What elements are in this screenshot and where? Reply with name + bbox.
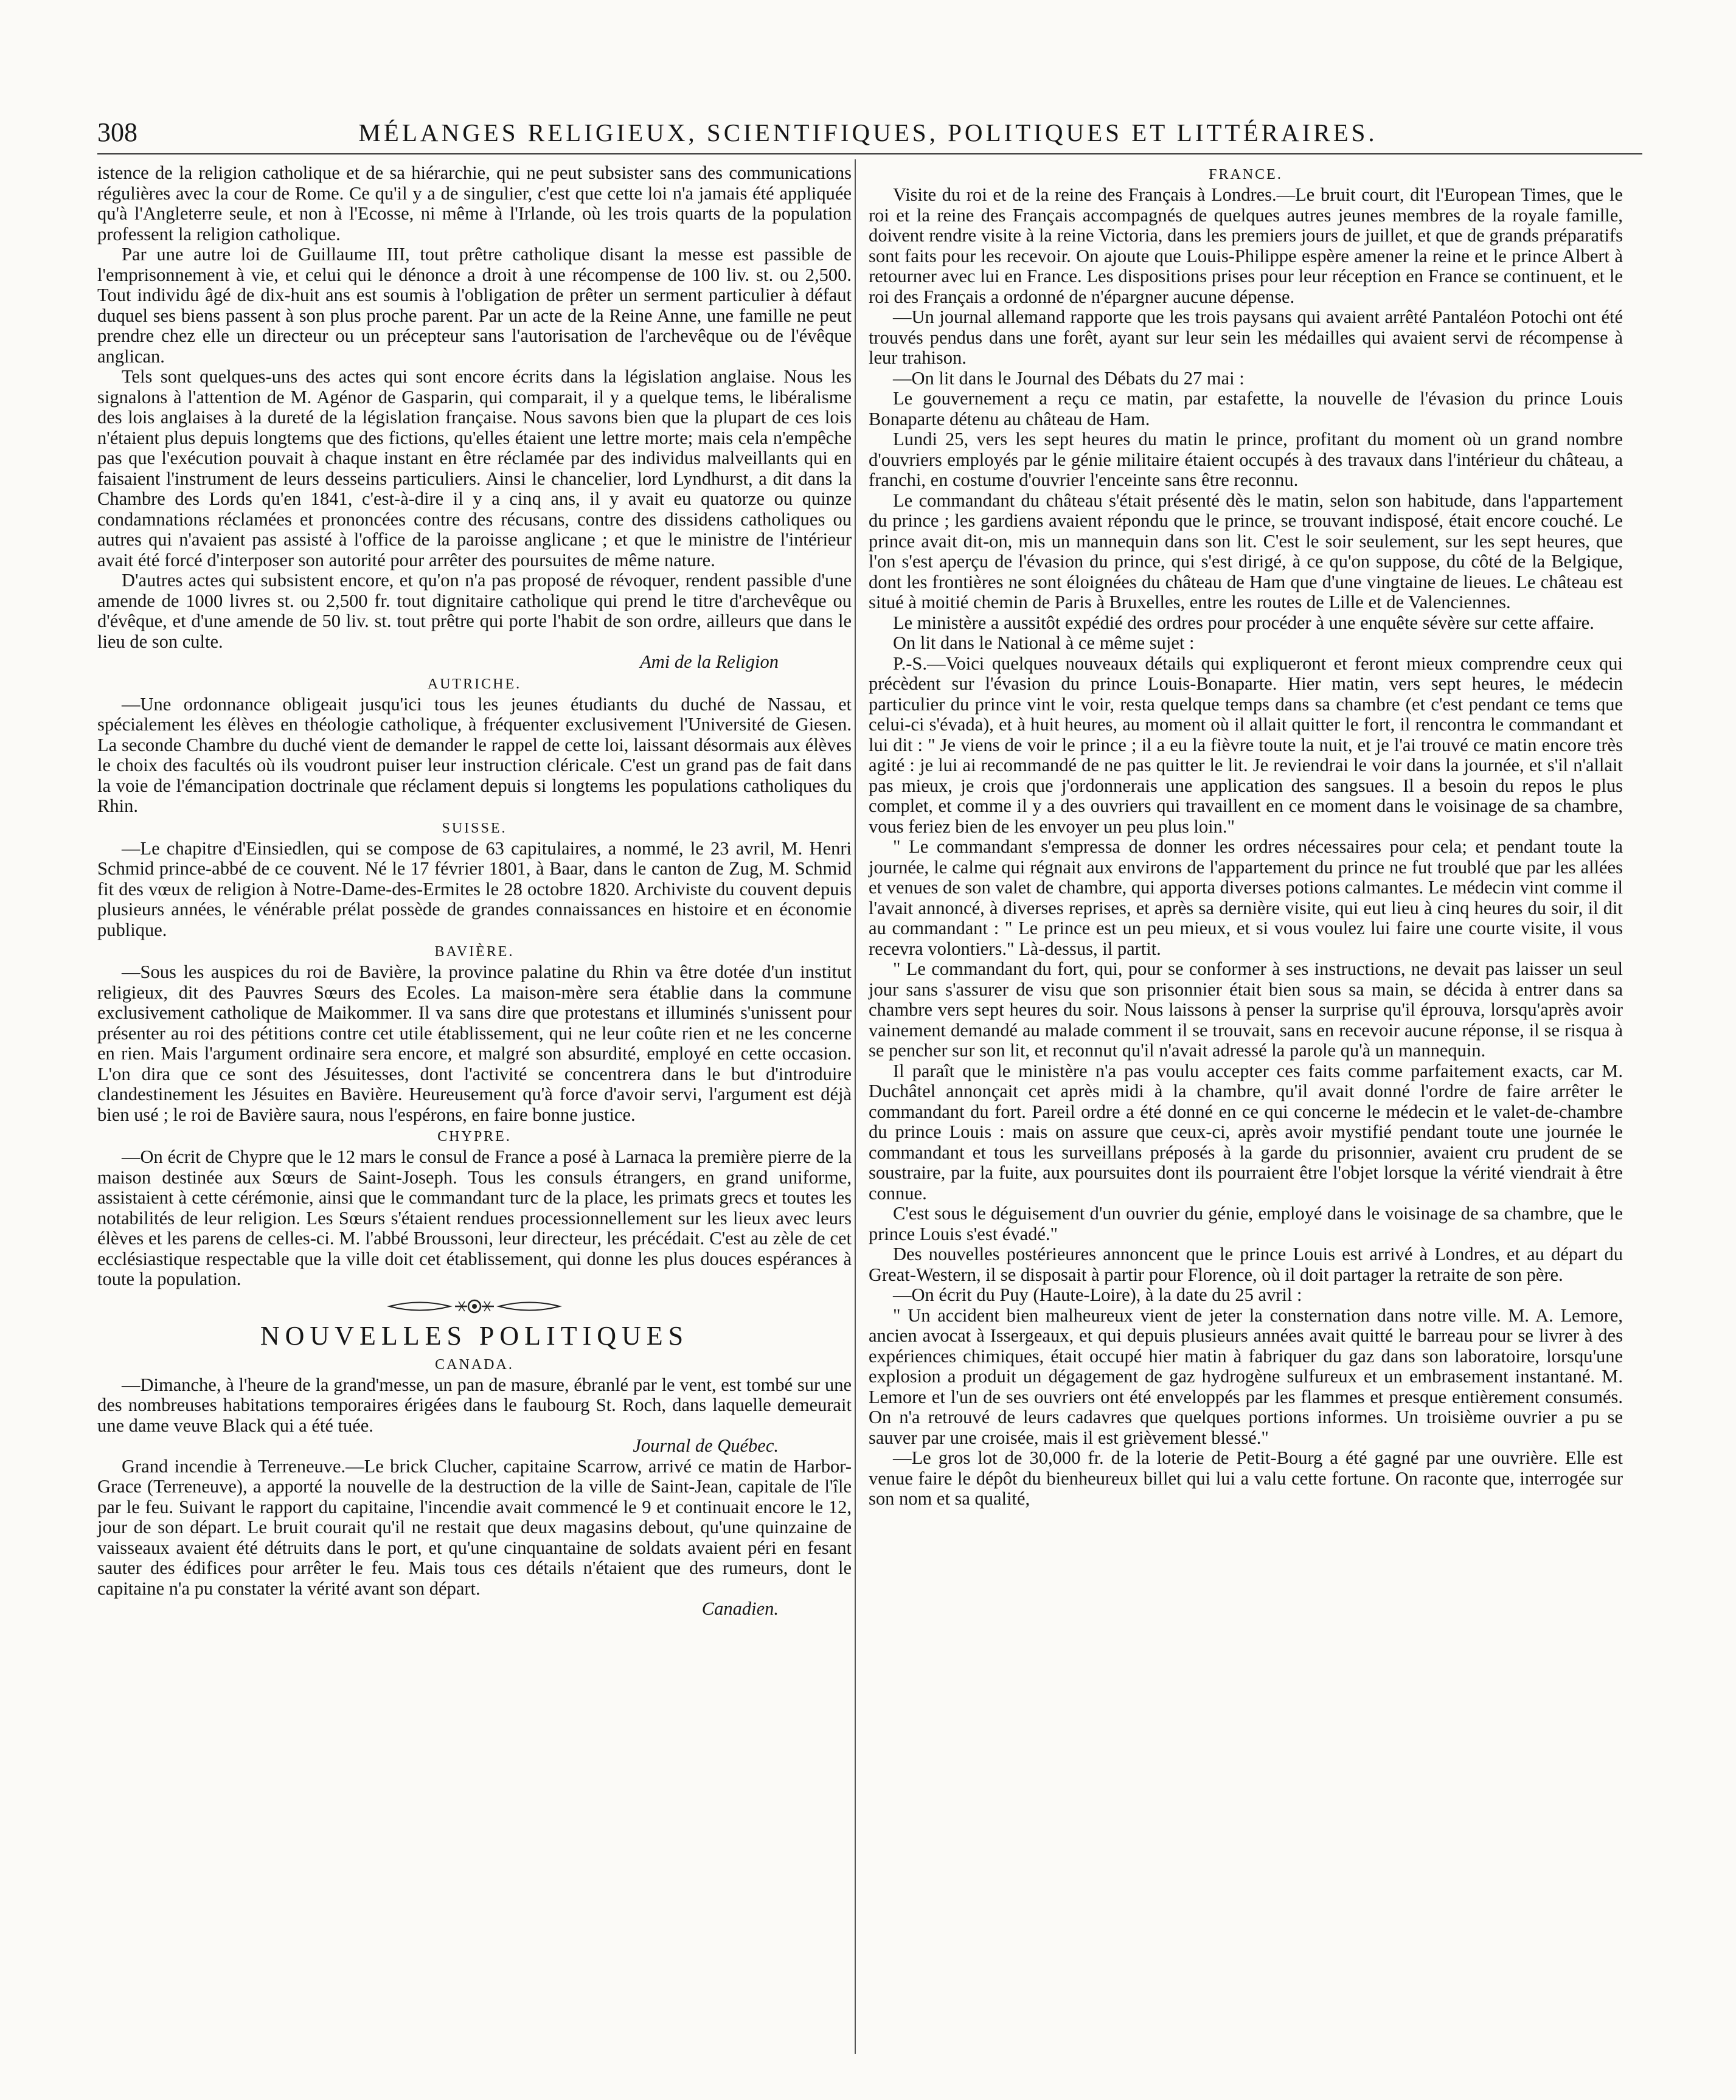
paragraph: Il paraît que le ministère n'a pas voulu accepter ces faits comme parfaitement exacts, car M. Duchâtel annonçait cet après midi à la chambre, qu'il avait donné l'ordre de faire arrêter le commandant du fort. Pareil ordre a été donné en ce qui concerne le médecin et le valet-de-chambre du prince Louis : mais on assure que ceux-ci, après avoir mystifié pendant toute une journée le commandant et tous les surveillans préposés à la garde du prisonnier, avaient cru prudent de se soustraire, par la fuite, aux poursuites dont ils pourraient être l'objet lorsque la vérité viendrait à être connue. — [869, 1060, 1623, 1204]
paragraph: Le gouvernement a reçu ce matin, par estafette, la nouvelle de l'évasion du prince Louis Bonaparte détenu au château de Ham. — [869, 388, 1623, 429]
paragraph: On lit dans le National à ce même sujet : — [893, 632, 1195, 653]
paragraph: —On lit dans le Journal des Débats du 27 mai : — [893, 367, 1245, 389]
section-heading-baviere: BAVIÈRE. — [434, 944, 515, 960]
paragraph: Par une autre loi de Guillaume III, tout prêtre catholique disant la messe est passible de l'emprisonnement à vie, et celui qui le dénonce a droit à une récompense de 100 liv. st. ou 2,500. Tout individu âgé de dix-huit ans est soumis à l'obligation de prêter un serment particulier à défaut duquel ses biens passent à son plus proche parent. Par un acte de la Reine Anne, une famille ne peut prendre chez elle un directeur ou un précepteur sans l'autorisation de l'archevêque ou de l'évêque anglican. — [97, 244, 852, 367]
ornament-icon — [383, 1296, 566, 1317]
paragraph: Le ministère a aussitôt expédié des ordres pour procéder à une enquête sévère sur cette affaire. — [893, 612, 1594, 633]
source-attribution: Journal de Québec. — [633, 1435, 779, 1456]
paragraph: —Le gros lot de 30,000 fr. de la loterie de Petit-Bourg a été gagné par une ouvrière. Elle est venue faire le dépôt du bienheureux billet qui lui a valu cette fortune. On raconte que, interrogée sur son nom et sa qualité, — [869, 1447, 1623, 1509]
paragraph: " Un accident bien malheureux vient de jeter la consternation dans notre ville. M. A. Lemore, ancien avocat à Issergeaux, et qui depuis plusieurs années avait quitté le barreau pour se livrer à des expériences chimiques, était occupé hier matin à fabriquer du gaz dans son laboratoire, lorsqu'une explosion a produit un dégagement de gaz hydrogène sulfureux et un embrasement instantané. M. Lemore et l'un de ses ouvriers ont été enveloppés par les flammes et presque entièrement consumés. On n'a retrouvé de leurs cadavres que quelques portions informes. Un troisième ouvrier a pu se sauver par une croisée, mais il est grièvement blessé." — [869, 1305, 1623, 1448]
running-header — [91, 114, 1645, 151]
section-heading-chypre: CHYPRE. — [437, 1129, 512, 1145]
section-heading-france: FRANCE. — [1209, 167, 1283, 182]
header-rule — [97, 153, 1642, 154]
source-attribution: Canadien. — [701, 1598, 779, 1619]
ornament-divider — [97, 1296, 852, 1318]
section-heading-canada: CANADA. — [435, 1356, 514, 1373]
column-divider — [855, 159, 856, 2054]
paragraph: " Le commandant s'empressa de donner les ordres nécessaires pour cela; et pendant toute la journée, le calme qui régnait aux environs de l'appartement du prince ne fut troublé que par les allées et venues de son valet de chambre, qui apporta diverses potions calmantes. Le médecin vint comme il l'avait annoncé, à diverses reprises, et après sa dernière visite, qui eut lieu à cinq heures du soir, il dit au commandant : " Le prince est un peu mieux, et si vous voulez lui faire une courte visite, il vous recevra volontiers." Là-dessus, il partit. — [869, 836, 1623, 959]
source-attribution: Ami de la Religion — [640, 651, 779, 672]
paragraph: —Sous les auspices du roi de Bavière, la province palatine du Rhin va être dotée d'un institut religieux, dit des Pauvres Sœurs des Ecoles. La maison-mère sera établie dans la commune exclusivement catholique de Maikommer. Il va sans dire que protestans et illuminés s'unissent pour présenter au roi des pétitions contre cet utile établissement, qui ne leur coûte rien et ne les concerne en rien. Mais l'argument ordinaire sera encore, et malgré son absurdité, employé en cette occasion. L'on dira que ce sont des Jésuitesses, dont l'activité se concentrera dans le but d'introduire clandestinement les Jésuites en Bavière. Heureusement qu'à force d'avoir servi, l'argument est déjà bien usé ; le roi de Bavière saura, nous l'espérons, en faire bonne justice. — [97, 962, 852, 1125]
section-title-nouvelles-politiques: NOUVELLES POLITIQUES — [260, 1320, 689, 1351]
right-column — [869, 163, 1623, 1509]
paragraph: Le commandant du château s'était présenté dès le matin, selon son habitude, dans l'appartement du prince ; les gardiens avaient répondu que le prince, se trouvant indisposé, était encore couché. Le prince avait dit-on, mis un mannequin dans son lit. C'est le soir seulement, sur les sept heures, que l'on s'est aperçu de l'évasion du prince, qui s'est dirigé, à ce qu'on suppose, du côté de la Belgique, dont les frontières ne sont éloignées du château de Ham que d'une vingtaine de lieues. Le château est situé à moitié chemin de Paris à Bruxelles, entre les routes de Lille et de Valenciennes. — [869, 490, 1623, 612]
paragraph: —On écrit du Puy (Haute-Loire), à la date du 25 avril : — [893, 1284, 1302, 1305]
paragraph: istence de la religion catholique et de sa hiérarchie, qui ne peut subsister sans des communications régulières avec la cour de Rome. Ce qu'il y a de singulier, c'est que cette loi n'a jamais été appliquée qu'à l'Angleterre seule, et non à l'Ecosse, ni même à l'Irlande, où les trois quarts de la population professent la religion catholique. — [97, 162, 852, 244]
paragraph: Lundi 25, vers les sept heures du matin le prince, profitant du moment où un grand nombre d'ouvriers employés par le génie militaire étaient occupés à des travaux dans l'intérieur du château, a franchi, en costume d'ouvrier l'enceinte sans être reconnu. — [869, 429, 1623, 490]
paragraph: —On écrit de Chypre que le 12 mars le consul de France a posé à Larnaca la première pierre de la maison destinée aux Sœurs de Saint-Joseph. Tous les consuls étrangers, en grand uniforme, assistaient à cette cérémonie, ainsi que le commandant turc de la place, les primats grecs et toutes les notabilités de leur religion. Les Sœurs s'étaient rendues processionnellement sur les lieux avec leurs élèves et les parens de celles-ci. M. l'abbé Broussoni, leur directeur, les précédait. C'est au zèle de cet ecclésiastique respectable que la ville doit cet établissement, qui donne les plus douces espérances à toute la population. — [97, 1146, 852, 1289]
paragraph: Visite du roi et de la reine des Français à Londres.—Le bruit court, dit l'European Times, que le roi et la reine des Français accompagnés de quelques autres jeunes membres de la royale famille, doivent rendre visite à la reine Victoria, dans les premiers jours de juillet, et que de grands préparatifs sont faits pour les recevoir. On ajoute que Louis-Philippe espère amener la reine et le prince Albert à retourner avec lui en France. Les dispositions prises pour leur réception en France se continuent, et le roi des Français a ordonné de n'épargner aucune dépense. — [869, 184, 1623, 307]
paragraph: P.-S.—Voici quelques nouveaux détails qui expliqueront et feront mieux comprendre ceux qui précèdent sur l'évasion du prince Louis-Bonaparte. Hier matin, vers sept heures, le médecin particulier du prince vint le voir, resta quelque temps dans sa chambre (et c'est pendant ce tems que celui-ci s'évada), et à huit heures, au moment où il allait quitter le fort, il rencontra le commandant et lui dit : " Je viens de voir le prince ; il a eu la fièvre toute la nuit, et je l'ai trouvé ce matin encore très agité : je lui ai recommandé de ne pas quitter le lit. Je reviendrai le voir dans la journée, et s'il n'allait pas mieux, je crois que j'ordonnerais une application des sangsues. Il a besoin du repos le plus complet, et comme il y a des ouvriers qui travaillent en ce moment dans le voisinage de sa chambre, vous feriez bien de les envoyer un peu plus loin." — [869, 653, 1623, 837]
paragraph: —Une ordonnance obligeait jusqu'ici tous les jeunes étudiants du duché de Nassau, et spécialement les élèves en théologie catholique, à fréquenter exclusivement l'Université de Giesen. La seconde Chambre du duché vient de demander le rappel de cette loi, laissant désormais aux élèves le choix des facultés où ils voudront puiser leur instruction cléricale. C'est un grand pas de fait dans la voie de l'émancipation doctrinale que réclament depuis si longtems les populations catholiques du Rhin. — [97, 693, 852, 816]
paragraph: D'autres actes qui subsistent encore, et qu'on n'a pas proposé de révoquer, rendent passible d'une amende de 1000 livres st. ou 2,500 fr. tout dignitaire catholique qui prend le titre d'archevêque ou d'évêque, et d'une amende de 50 liv. st. tout prêtre qui porte l'habit de son ordre, ailleurs que dans le lieu de son culte. — [97, 570, 852, 652]
section-heading-autriche: AUTRICHE. — [427, 676, 522, 692]
paragraph: Tels sont quelques-uns des actes qui sont encore écrits dans la législation anglaise. Nous les signalons à l'attention de M. Agénor de Gasparin, qui comparait, il y a quelque tems, le libéralisme des lois anglaises à la dureté de la législation française. Nous savons bien que la plupart de ces lois n'étaient plus depuis longtems que des fictions, qu'elles étaient une lettre morte; mais cela n'empêche pas que l'exécution pouvait à chaque instant en être réclamée par des individus malveillants qui en faisaient l'instrument de leurs desseins particuliers. Ainsi le chancelier, lord Lyndhurst, a dit dans la Chambre des Lords qu'en 1841, c'est-à-dire il y a cinq ans, il y avait eu quatorze ou quinze condamnations réclamées et prononcées contre des récusans, contre des dissidens catholiques ou autres qui n'avaient pas assisté à l'office de la paroisse anglicane ; et que le ministre de l'intérieur avait été forcé d'interposer son autorité pour arrêter des poursuites de même nature. — [97, 366, 852, 570]
page-number: 308 — [97, 117, 137, 147]
paragraph: C'est sous le déguisement d'un ouvrier du génie, employé dans le voisinage de sa chambre, que le prince Louis s'est évadé." — [869, 1203, 1623, 1244]
paragraph: Grand incendie à Terreneuve.—Le brick Clucher, capitaine Scarrow, arrivé ce matin de Harbor-Grace (Terreneuve), a apporté la nouvelle de la destruction de la ville de Saint-Jean, capitale de l'île par le feu. Suivant le rapport du capitaine, l'incendie avait commencé le 9 et continuait encore le 12, jour de son départ. Le bruit courait qu'il ne restait que deux magasins debout, qu'une quinzaine de vaisseaux avaient été détruits dans le port, et qu'une cinquantaine de soldats avaient péri en fesant sauter des édifices pour arrêter le feu. Mais tous ces détails n'étaient que des rumeurs, dont le capitaine n'a pu constater la vérité avant son départ. — [97, 1455, 852, 1599]
paragraph: —Le chapitre d'Einsiedlen, qui se compose de 63 capitulaires, a nommé, le 23 avril, M. Henri Schmid prince-abbé de ce couvent. Né le 17 février 1801, à Baar, dans le canton de Zug, M. Schmid fit des vœux de religion à Notre-Dame-des-Ermites le 28 octobre 1820. Archiviste du couvent depuis plusieurs années, le vénérable prélat possède de grandes connaissances en histoire et en économie publique. — [97, 837, 852, 940]
paragraph: Des nouvelles postérieures annoncent que le prince Louis est arrivé à Londres, et au départ du Great-Western, il se disposait à partir pour Florence, où il doit partager la retraite de son père. — [869, 1244, 1623, 1285]
page-title: MÉLANGES RELIGIEUX, SCIENTIFIQUES, POLITIQUES ET LITTÉRAIRES. — [358, 119, 1378, 147]
section-heading-suisse: SUISSE. — [442, 820, 507, 836]
left-column — [97, 163, 852, 1620]
paragraph: —Un journal allemand rapporte que les trois paysans qui avaient arrêté Pantaléon Potochi ont été trouvés pendus dans une forêt, ayant sur leur sein les médailles qui avaient servi de récompense à leur trahison. — [869, 307, 1623, 368]
paragraph: —Dimanche, à l'heure de la grand'messe, un pan de masure, ébranlé par le vent, est tombé sur une des nombreuses habitations temporaires érigées dans le faubourg St. Roch, dans laquelle demeurait une dame veuve Black qui a été tuée. — [97, 1374, 852, 1436]
paragraph: " Le commandant du fort, qui, pour se conformer à ses instructions, ne devait pas laisser un seul jour sans s'assurer de visu que son prisonnier était bien sous sa main, se décida à entrer dans sa chambre vers sept heures du soir. Nous laissons à penser la surprise qu'il éprouva, lorsqu'après avoir vainement demandé au malade comment il se trouvait, sans en recevoir aucune réponse, il se risqua à se pencher sur son lit, et reconnut qu'il n'avait adressé la parole qu'à un mannequin. — [869, 958, 1623, 1061]
